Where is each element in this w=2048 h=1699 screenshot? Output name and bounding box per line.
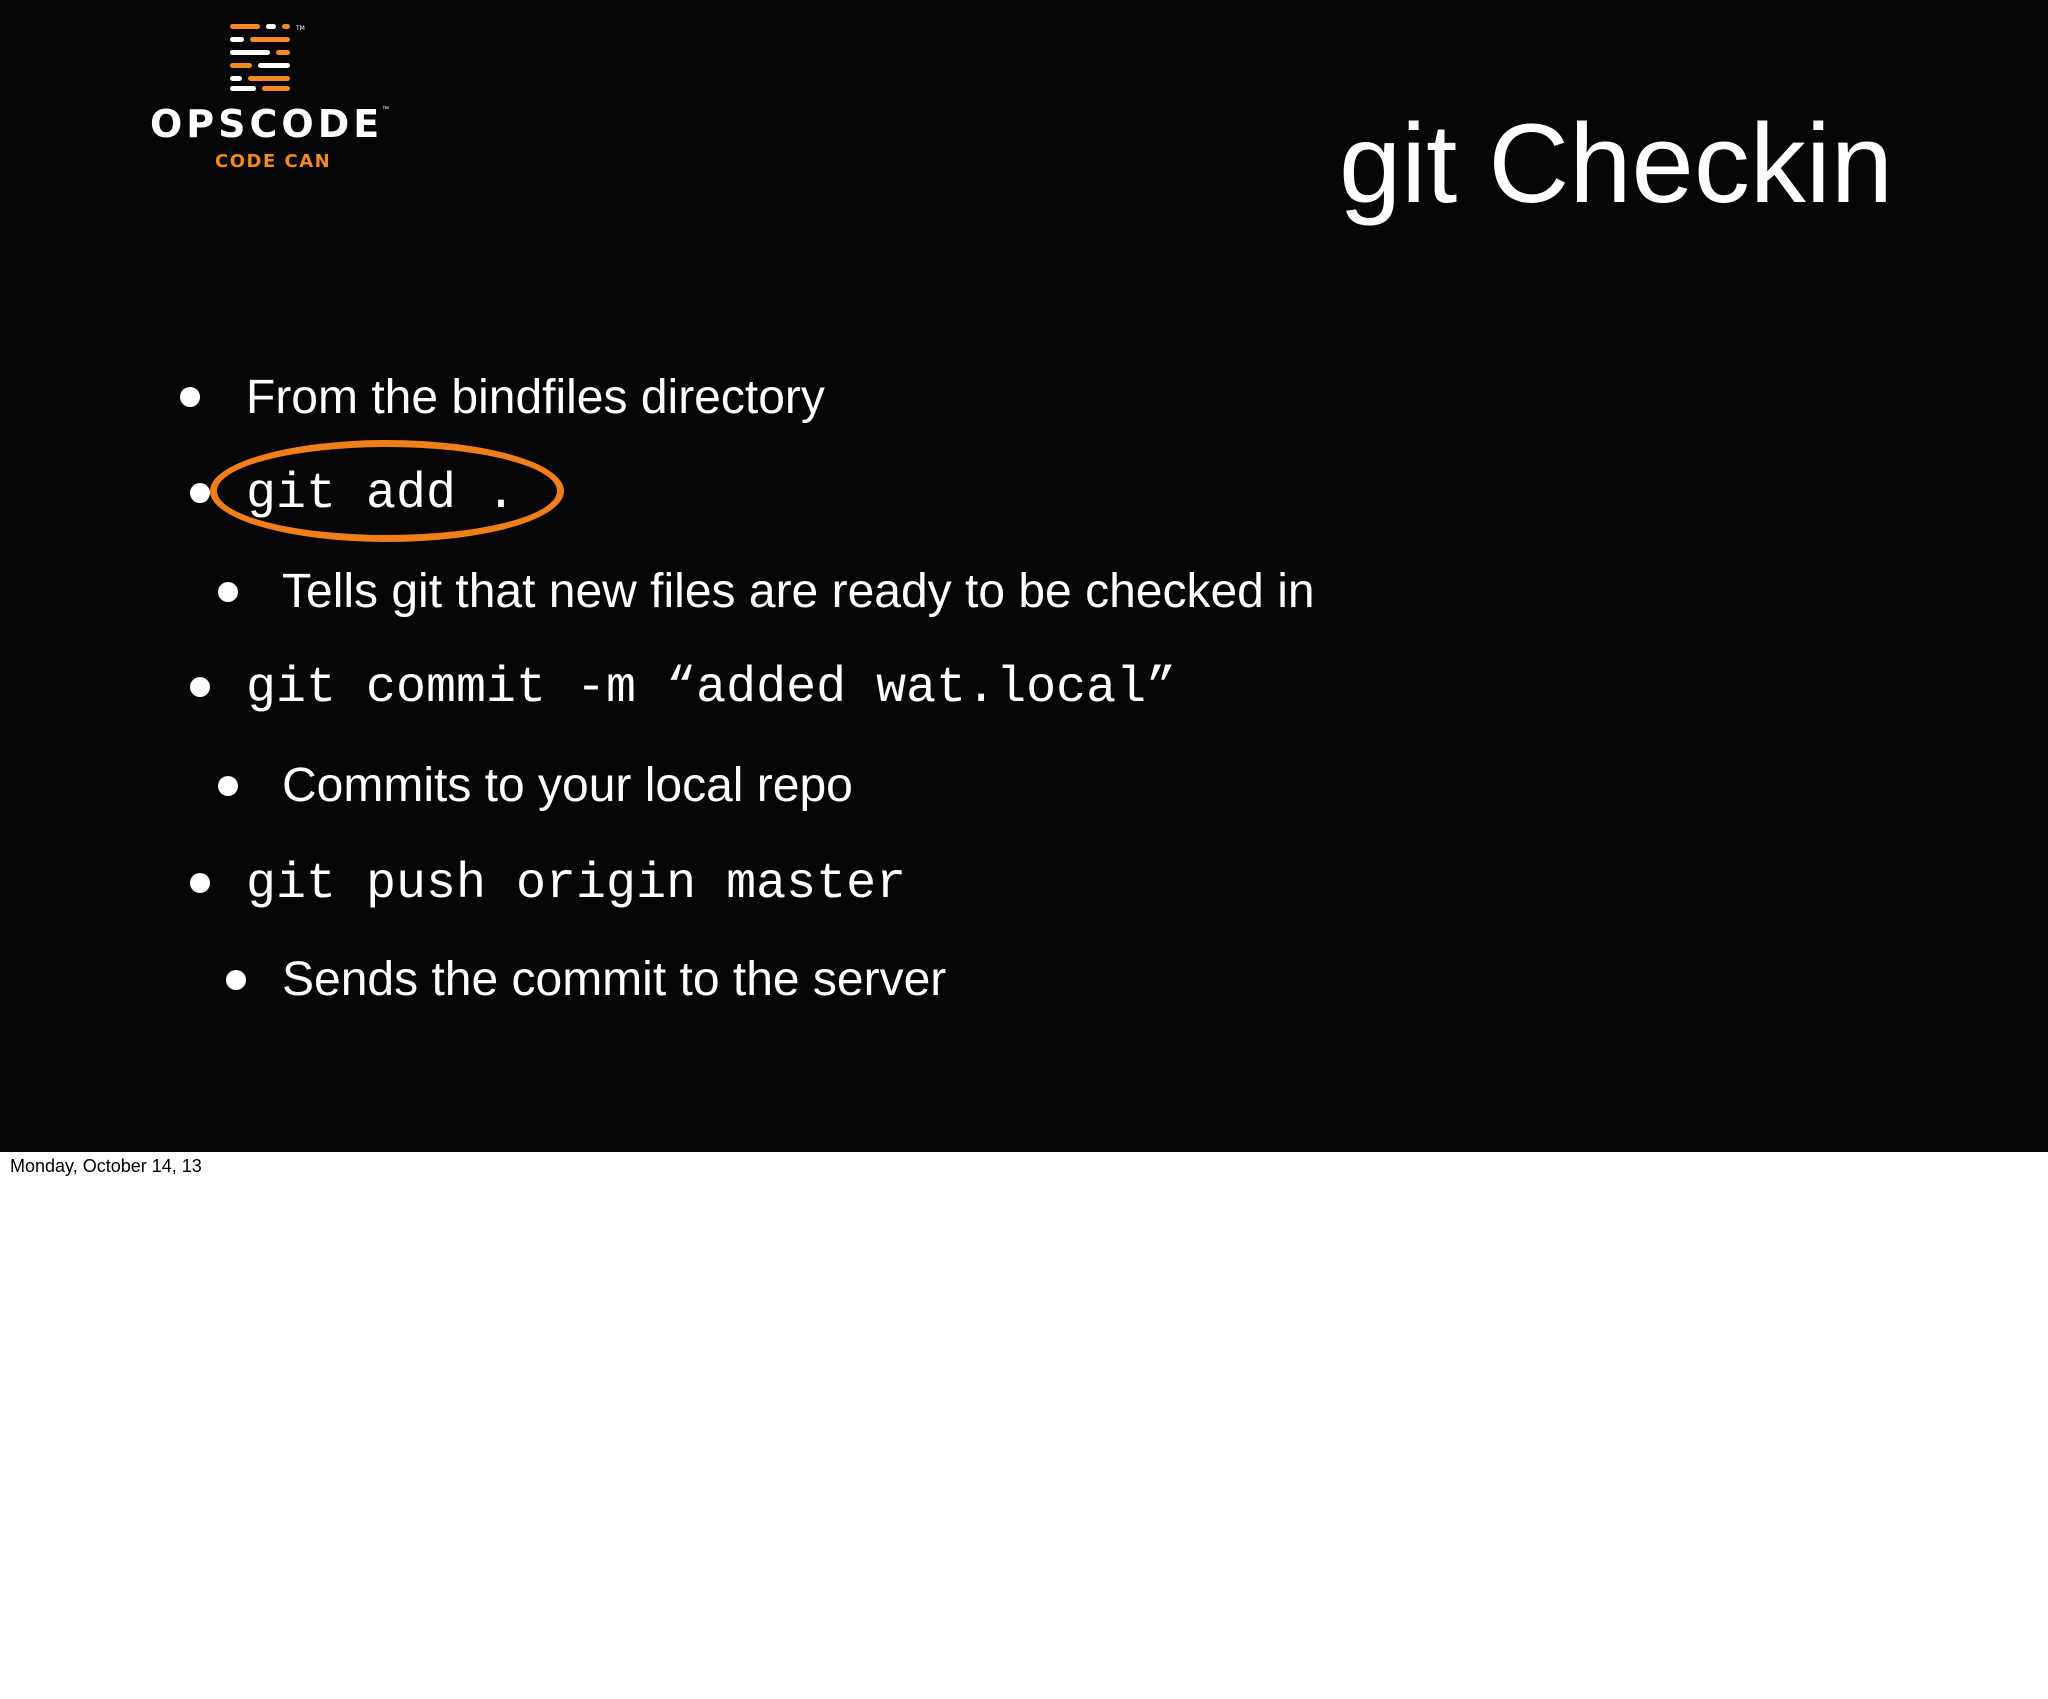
bullet-code: git add . xyxy=(246,466,517,523)
logo-trademark: ™ xyxy=(382,106,389,113)
bullet-dot-icon xyxy=(218,776,238,796)
bullet-code: git push origin master xyxy=(246,856,907,913)
svg-text:TM: TM xyxy=(296,25,305,32)
slide-title: git Checkin xyxy=(1338,101,1893,226)
bullet-dot-icon xyxy=(190,677,210,697)
footer-date: Monday, October 14, 13 xyxy=(10,1156,202,1176)
bullet-dot-icon xyxy=(218,582,238,602)
bullet-text: Tells git that new files are ready to be checked in xyxy=(282,565,1315,618)
logo-wordmark: OPSCODE xyxy=(150,102,384,146)
bullet-dot-icon xyxy=(180,387,200,407)
bullet-text: From the bindfiles directory xyxy=(246,371,825,424)
bullet-text: Commits to your local repo xyxy=(282,759,853,812)
bullet-text: Sends the commit to the server xyxy=(282,953,947,1006)
bullet-code: git commit -m “added wat.local” xyxy=(246,660,1177,717)
bullet-dot-icon xyxy=(226,970,246,990)
highlight-ellipse xyxy=(210,440,564,542)
opscode-logo-icon xyxy=(230,24,310,94)
bullet-dot-icon xyxy=(190,873,210,893)
opscode-logo xyxy=(140,24,400,184)
bullet-dot-icon xyxy=(190,483,210,503)
logo-tagline: CODE CAN xyxy=(215,151,332,172)
